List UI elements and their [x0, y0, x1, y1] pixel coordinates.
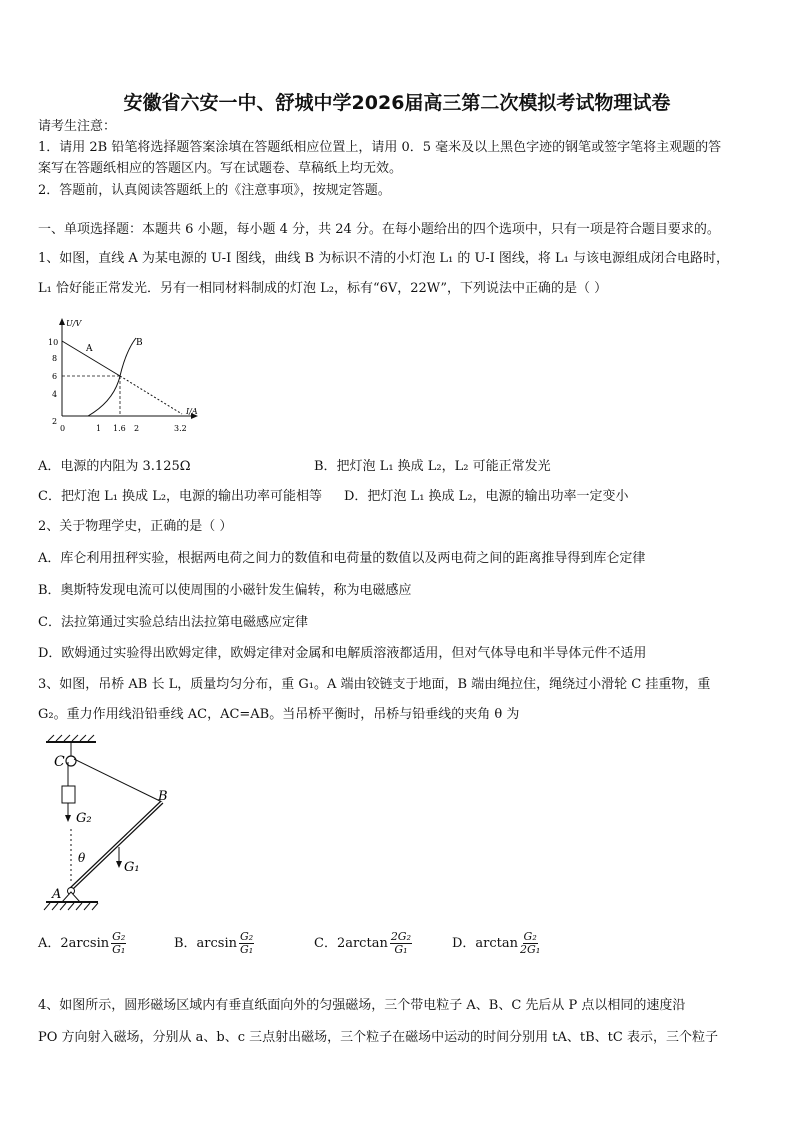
line-a-extension [120, 376, 182, 414]
x-tick-label: 1.6 [113, 424, 126, 433]
q1-option-a: A．电源的内阻为 3.125Ω [38, 459, 191, 474]
y-axis-arrow [59, 318, 65, 325]
x-tick-label: 3.2 [174, 424, 187, 433]
notice-heading: 请考生注意： [38, 119, 117, 134]
fraction-numerator: 2G₂ [390, 930, 412, 943]
fraction-denominator: G₁ [240, 943, 254, 956]
page-title: 安徽省六安一中、舒城中学2026届高三第二次模拟考试物理试卷 [123, 92, 671, 114]
rope-cb [74, 759, 162, 802]
q2-stem: 2、关于物理学史，正确的是（ ） [38, 519, 233, 534]
q3-option-b [174, 931, 254, 956]
q3-option-d [452, 931, 540, 956]
q1-stem-line2: L₁ 恰好能正常发光．另有一相同材料制成的灯泡 L₂，标有“6V，22W”，下列说法中正确的是（ ） [38, 281, 608, 296]
label-g2: G₂ [76, 811, 92, 826]
fraction-denominator: G₁ [112, 943, 126, 956]
g2-arrowhead [65, 815, 71, 822]
curve-b [88, 338, 136, 416]
q3-option-c [314, 931, 412, 956]
fraction-numerator: G₂ [240, 930, 254, 943]
y-tick-label: 6 [52, 372, 58, 381]
weight-g2 [62, 786, 75, 803]
q3-stem-line1: 3、如图，吊桥 AB 长 L，质量均匀分布，重 G₁。A 端由铰链支于地面，B 端由绳拉住，绳绕过小滑轮 C 挂重物，重 [38, 677, 711, 692]
q1-option-c: C．把灯泡 L₁ 换成 L₂，电源的输出功率可能相等 [38, 489, 323, 504]
q4-stem-line2: PO 方向射入磁场，分别从 a、b、c 三点射出磁场，三个粒子在磁场中运动的时间分别用 tA、tB、tC 表示，三个粒子 [38, 1030, 718, 1045]
notice-item-1b: 案写在答题纸相应的答题区内。写在试题卷、草稿纸上均无效。 [38, 161, 403, 176]
q3-option-a [38, 931, 126, 956]
q3-option-a-fraction [111, 931, 126, 956]
q3-option-a-label: A．2arcsin [38, 935, 110, 951]
q1-ui-graph [44, 316, 204, 438]
q3-option-b-label: B．arcsin [174, 935, 238, 951]
q3-option-d-label: D．arctan [452, 935, 519, 951]
q2-option-a: A．库仑利用扭秤实验，根据两电荷之间力的数值和电荷量的数值以及两电荷之间的距离推导得到库仑定律 [38, 551, 646, 566]
y-tick-label: 10 [48, 338, 59, 347]
y-tick-label: 4 [52, 390, 58, 399]
q3-drawbridge-figure [38, 734, 188, 914]
notice-item-2: 2．答题前，认真阅读答题纸上的《注意事项》，按规定答题。 [38, 183, 391, 198]
q1-option-b: B．把灯泡 L₁ 换成 L₂，L₂ 可能正常发光 [314, 459, 551, 474]
q3-option-b-fraction [239, 931, 254, 956]
q4-stem-line1: 4、如图所示，圆形磁场区域内有垂直纸面向外的匀强磁场，三个带电粒子 A、B、C 先后从 P 点以相同的速度沿 [38, 998, 686, 1013]
x-tick-label: 2 [134, 424, 140, 433]
label-a: A [52, 887, 62, 902]
q2-option-b: B．奥斯特发现电流可以使周围的小磁针发生偏转，称为电磁感应 [38, 583, 412, 598]
x-axis-label: I/A [186, 407, 198, 416]
fraction-numerator: G₂ [523, 930, 537, 943]
ceiling-hatching [48, 735, 94, 741]
q2-option-c: C．法拉第通过实验总结出法拉第电磁感应定律 [38, 615, 308, 630]
q2-option-d: D．欧姆通过实验得出欧姆定律，欧姆定律对金属和电解质溶液都适用，但对气体导电和半导体元件不适用 [38, 646, 647, 661]
label-b: B [158, 789, 168, 804]
x-tick-label: 0 [60, 424, 66, 433]
y-tick-label: 8 [52, 354, 58, 363]
hinge-support [62, 892, 80, 902]
q1-option-d: D．把灯泡 L₁ 换成 L₂，电源的输出功率一定变小 [344, 489, 629, 504]
q3-option-c-label: C．2arctan [314, 935, 388, 951]
line-a-label: A [86, 344, 93, 354]
label-g1: G₁ [124, 860, 140, 875]
label-theta: θ [78, 851, 86, 865]
q1-stem-line1: 1、如图，直线 A 为某电源的 U-I 图线，曲线 B 为标识不清的小灯泡 L₁ 的 U-I 图线，将 L₁ 与该电源组成闭合电路时， [38, 251, 730, 266]
curve-b-label: B [136, 338, 143, 348]
fraction-denominator: 2G₁ [520, 943, 541, 956]
g1-arrowhead [116, 861, 122, 868]
fraction-numerator: G₂ [112, 930, 126, 943]
y-axis-label: U/V [66, 319, 82, 328]
q3-stem-line2: G₂。重力作用线沿铅垂线 AC，AC=AB。当吊桥平衡时，吊桥与铅垂线的夹角 θ 为 [38, 707, 520, 722]
label-c: C [54, 754, 65, 770]
q3-option-d-fraction [520, 931, 540, 956]
y-tick-label: 2 [52, 417, 58, 426]
x-tick-label: 1 [96, 424, 102, 433]
ground-hatching [44, 903, 98, 910]
fraction-denominator: G₁ [394, 943, 408, 956]
section-heading: 一、单项选择题：本题共 6 小题，每小题 4 分，共 24 分。在每小题给出的四个选项中，只有一项是符合题目要求的。 [38, 222, 720, 237]
q3-option-c-fraction [390, 931, 412, 956]
notice-item-1a: 1．请用 2B 铅笔将选择题答案涂填在答题纸相应位置上，请用 0．5 毫米及以上黑色字迹的钢笔或签字笔将主观题的答 [38, 140, 722, 155]
